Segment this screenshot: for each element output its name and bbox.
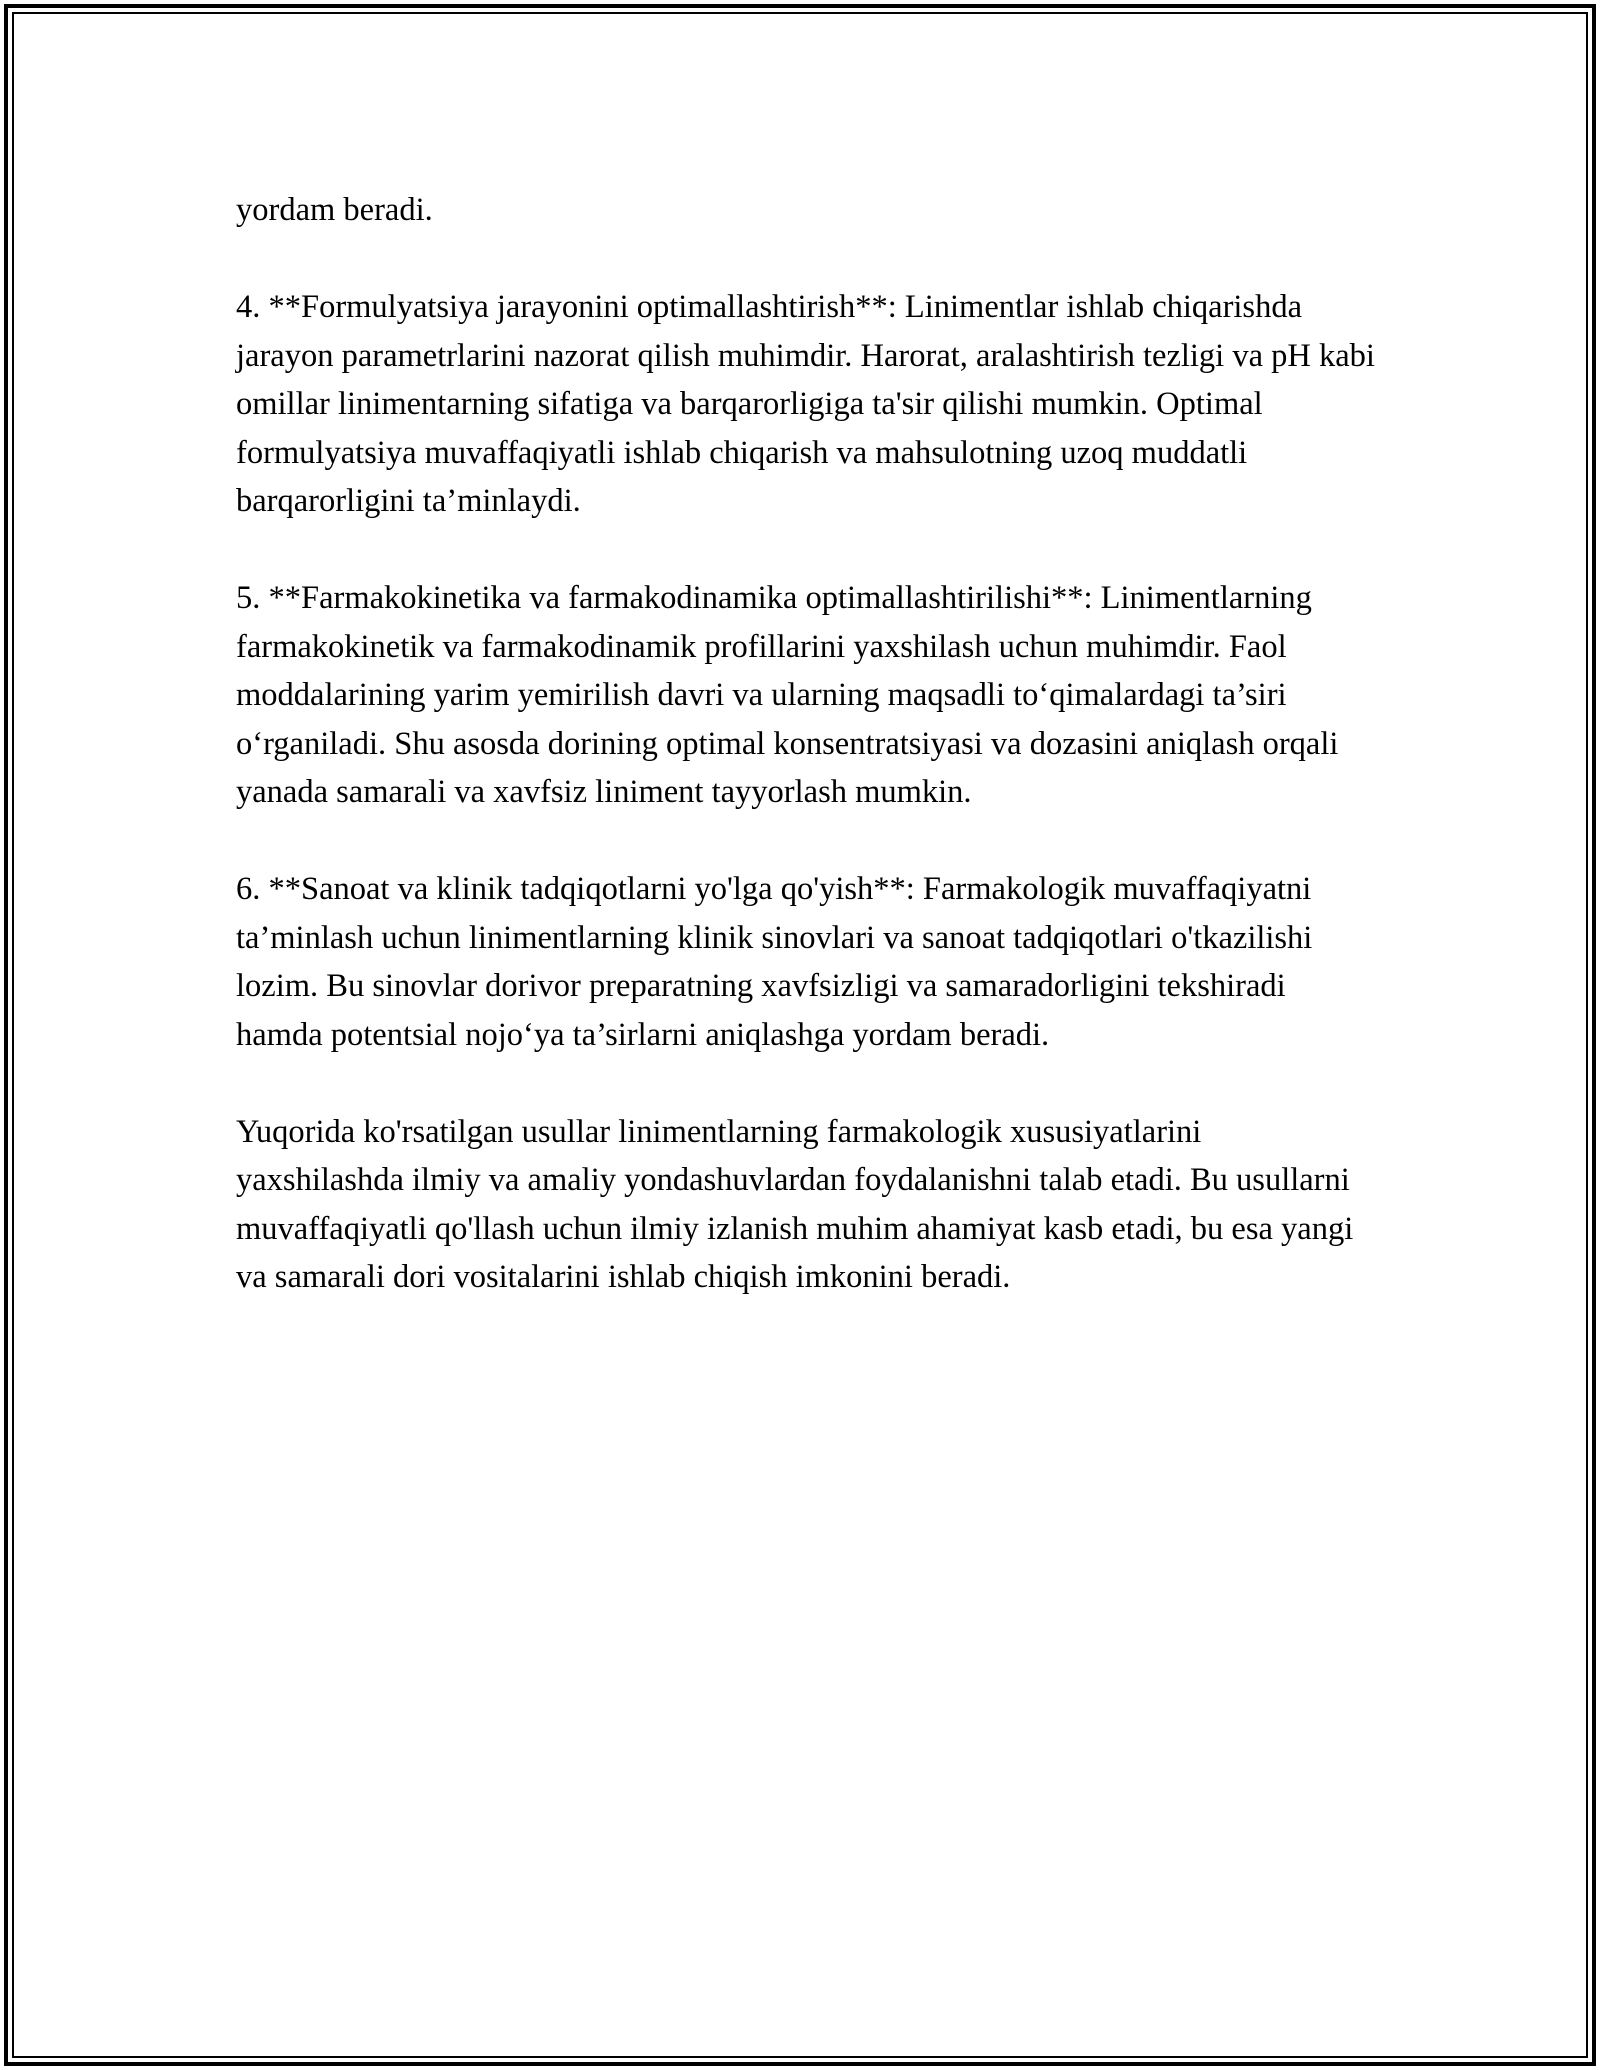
paragraph-item-4: 4. **Formulyatsiya jarayonini optimallashtirish**: Linimentlar ishlab chiqarishda jarayon parametrlarini nazorat qilish muhimdir. Harorat, aralashtirish tezligi va pH kabi omillar linimentarning sifatiga va barqarorligiga ta'sir qilishi mumkin. Optimal formulyatsiya muvaffaqiyatli ishlab chiqarish va mahsulotning uzoq muddatli barqarorligini ta’minlaydi. (236, 289, 1375, 519)
document-body (236, 186, 1376, 1350)
paragraph-conclusion: Yuqorida ko'rsatilgan usullar linimentlarning farmakologik xususiyatlarini yaxshilashda ilmiy va amaliy yondashuvlardan foydalanishni talab etadi. Bu usullarni muvaffaqiyatli qo'llash uchun ilmiy izlanish muhim ahamiyat kasb etadi, bu esa yangi va samarali dori vositalarini ishlab chiqish imkonini beradi. (236, 1113, 1354, 1295)
paragraph-item-5: 5. **Farmakokinetika va farmakodinamika optimallashtirilishi**: Linimentlarning farmakokinetik va farmakodinamik profillarini yaxshilash uchun muhimdir. Faol moddalarining yarim yemirilish davri va ularning maqsadli to‘qimalardagi ta’siri o‘rganiladi. Shu asosda dorining optimal konsentratsiyasi va dozasini aniqlash orqali yanada samarali va xavfsiz liniment tayyorlash mumkin. (236, 580, 1339, 810)
paragraph-item-6: 6. **Sanoat va klinik tadqiqotlarni yo'lga qo'yish**: Farmakologik muvaffaqiyatni ta’minlash uchun linimentlarning klinik sinovlari va sanoat tadqiqotlari o'tkazilishi lozim. Bu sinovlar dorivor preparatning xavfsizligi va samaradorligini tekshiradi hamda potentsial nojo‘ya ta’sirlarni aniqlashga yordam beradi. (236, 871, 1313, 1053)
paragraph-continuation: yordam beradi. (236, 192, 433, 228)
